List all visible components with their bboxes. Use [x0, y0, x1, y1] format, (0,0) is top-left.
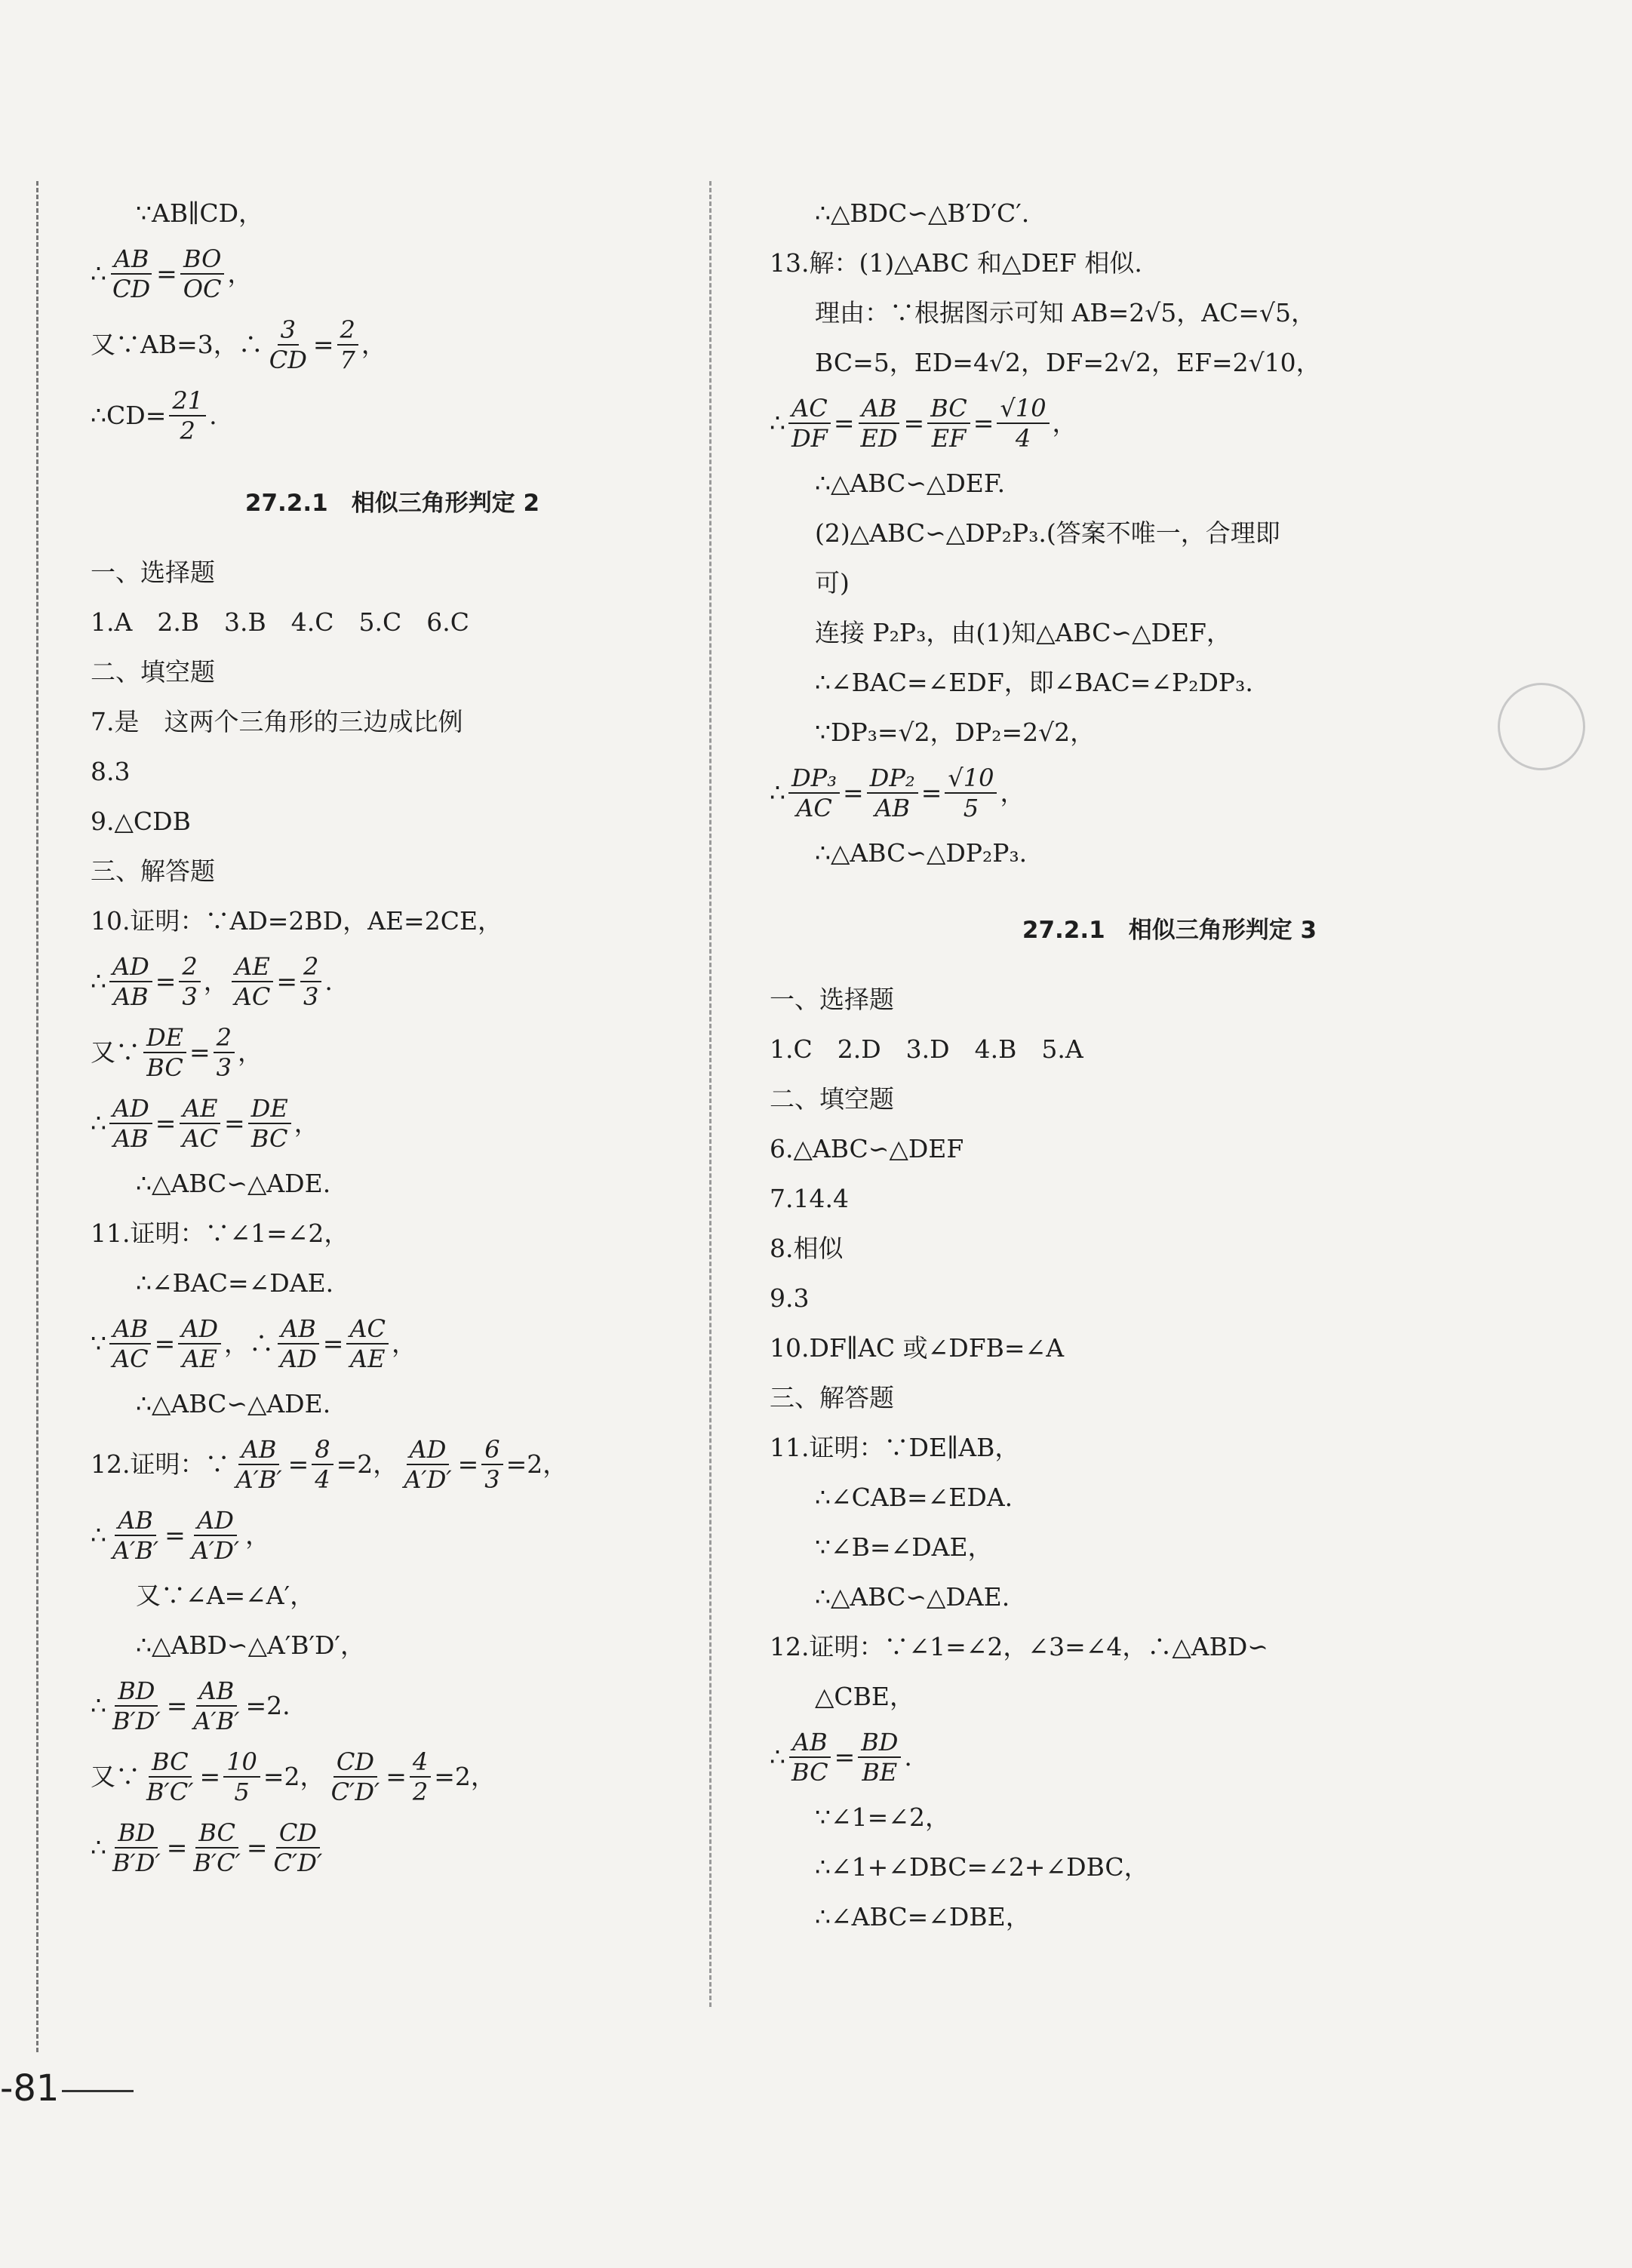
- text-line: [91, 1571, 694, 1621]
- text-run: 12.证明：∵∠1=∠2，∠3=∠4，∴△ABD∽: [770, 1632, 1268, 1661]
- text-run: =: [199, 1762, 221, 1791]
- text-run: =: [164, 1520, 186, 1550]
- fraction-denominator: 2: [412, 1778, 429, 1806]
- fraction-denominator: BE: [862, 1758, 898, 1787]
- fraction: [277, 1314, 320, 1373]
- text-run: ，: [1052, 408, 1077, 438]
- text-line: [770, 1473, 1569, 1523]
- fraction: [180, 244, 225, 303]
- text-run: =: [189, 1037, 211, 1067]
- text-run: 9.△CDB: [91, 807, 191, 836]
- text-run: =2，: [263, 1762, 325, 1791]
- fraction-numerator: DE: [143, 1023, 186, 1053]
- fraction-denominator: 3: [182, 982, 198, 1011]
- fraction-denominator: EF: [931, 424, 967, 453]
- text-run: =: [457, 1449, 479, 1479]
- fraction: [401, 1435, 454, 1494]
- fraction: [190, 1676, 242, 1735]
- text-run: 8.3: [91, 757, 131, 786]
- fraction: [410, 1747, 431, 1806]
- fraction-numerator: AD: [178, 1314, 221, 1345]
- fraction-numerator: AB: [111, 244, 152, 275]
- text-line: [91, 747, 694, 797]
- text-line: [91, 309, 694, 380]
- fraction: [927, 394, 970, 453]
- fraction-numerator: 21: [169, 386, 206, 416]
- text-run: 10.DF∥AC 或∠DFB=∠A: [770, 1333, 1065, 1363]
- text-run: 6.△ABC∽△DEF: [770, 1134, 964, 1163]
- text-run: =: [920, 778, 942, 807]
- text-run: 又∵: [91, 1762, 140, 1791]
- fraction-denominator: AB: [874, 794, 910, 822]
- fraction-denominator: C′D′: [330, 1778, 380, 1806]
- fraction-denominator: AE: [350, 1345, 386, 1373]
- fraction-denominator: BC: [250, 1124, 288, 1153]
- fraction-numerator: 10: [223, 1747, 260, 1778]
- text-line: [770, 558, 1569, 608]
- text-run: ∴: [91, 967, 106, 996]
- fraction-numerator: 2: [179, 952, 200, 982]
- text-run: ∴△BDC∽△B′D′C′.: [815, 198, 1030, 228]
- text-line: [91, 1159, 694, 1209]
- text-run: 7.14.4: [770, 1184, 849, 1213]
- fraction-numerator: AB: [238, 1435, 280, 1465]
- fraction: [143, 1747, 197, 1806]
- text-run: ∴∠1+∠DBC=∠2+∠DBC，: [815, 1852, 1149, 1882]
- text-line: [91, 647, 694, 697]
- text-run: ∴: [91, 259, 106, 288]
- text-run: ，: [227, 259, 253, 288]
- text-line: [770, 288, 1569, 338]
- text-run: ∴: [770, 408, 785, 438]
- fraction: [179, 952, 200, 1011]
- text-run: 1.A 2.B 3.B 4.C 5.C 6.C: [91, 607, 469, 637]
- text-run: 又∵AB=3，∴: [91, 330, 263, 359]
- fraction-denominator: AC: [182, 1124, 219, 1153]
- fraction-numerator: AB: [789, 1728, 831, 1758]
- fraction-denominator: AC: [112, 1345, 149, 1373]
- fraction-numerator: BD: [115, 1676, 158, 1707]
- text-run: =: [312, 330, 334, 359]
- text-line: [91, 946, 694, 1017]
- fraction-denominator: AB: [113, 982, 149, 1011]
- page-number-rule: [62, 2090, 134, 2092]
- fraction-denominator: AB: [113, 1124, 149, 1153]
- text-run: ∴△ABC∽△ADE.: [136, 1389, 331, 1418]
- text-run: 三、解答题: [770, 1383, 894, 1412]
- text-line: [770, 1025, 1569, 1074]
- text-run: 12.证明：∵: [91, 1449, 230, 1479]
- fraction: [214, 1023, 235, 1082]
- text-line: [770, 388, 1569, 459]
- text-run: =: [833, 408, 855, 438]
- fraction-denominator: B′D′: [112, 1849, 161, 1877]
- text-run: =: [166, 1833, 188, 1862]
- text-run: 三、解答题: [91, 856, 215, 886]
- text-line: [770, 459, 1569, 509]
- fraction-numerator: √10: [945, 764, 997, 794]
- text-run: ∴: [91, 1833, 106, 1862]
- fraction: [997, 394, 1049, 453]
- text-line: [770, 238, 1569, 288]
- fraction-denominator: 5: [234, 1778, 250, 1806]
- fraction-denominator: 7: [340, 346, 355, 374]
- text-run: =: [843, 778, 864, 807]
- fraction-numerator: DP₂: [867, 764, 918, 794]
- text-run: =: [166, 1691, 188, 1720]
- text-line: [91, 1017, 694, 1088]
- text-line: [770, 708, 1569, 758]
- text-run: 9.3: [770, 1283, 810, 1313]
- fraction-denominator: 5: [963, 794, 979, 822]
- column-divider: [709, 181, 712, 2007]
- fraction-denominator: A′B′: [235, 1465, 282, 1494]
- fraction: [109, 1818, 164, 1877]
- text-run: =: [322, 1329, 344, 1358]
- fraction-denominator: BC: [146, 1053, 183, 1082]
- fraction-denominator: BC: [791, 1758, 828, 1787]
- text-line: [91, 1670, 694, 1741]
- text-run: =: [156, 259, 177, 288]
- text-run: ∴: [91, 1108, 106, 1138]
- fraction-denominator: C′D′: [273, 1849, 323, 1877]
- fraction-numerator: AD: [109, 952, 152, 982]
- text-run: .: [209, 401, 217, 430]
- text-run: ∴∠BAC=∠DAE.: [136, 1268, 334, 1298]
- fraction: [266, 315, 310, 374]
- text-line: [91, 797, 694, 847]
- left-column: [91, 189, 694, 1883]
- text-run: 11.证明：∵DE∥AB，: [770, 1433, 1020, 1462]
- text-line: [770, 1423, 1569, 1473]
- fraction-denominator: A′B′: [112, 1536, 159, 1565]
- text-line: [770, 338, 1569, 388]
- text-run: 二、填空题: [91, 657, 215, 687]
- text-run: =: [155, 967, 177, 996]
- fraction: [346, 1314, 389, 1373]
- fraction-denominator: OC: [183, 275, 222, 303]
- fraction: [179, 1094, 221, 1153]
- text-run: ，: [361, 330, 386, 359]
- fraction: [858, 394, 901, 453]
- text-line: [91, 1379, 694, 1429]
- fraction-denominator: B′D′: [112, 1707, 161, 1735]
- text-run: ∴△ABC∽△DAE.: [815, 1582, 1010, 1612]
- text-line: [91, 896, 694, 946]
- text-line: [770, 1892, 1569, 1942]
- text-run: 连接 P₂P₃，由(1)知△ABC∽△DEF，: [815, 618, 1231, 647]
- fraction-numerator: 6: [481, 1435, 503, 1465]
- fraction-denominator: A′D′: [191, 1536, 240, 1565]
- text-run: ∴: [770, 1742, 785, 1772]
- text-line: [91, 1088, 694, 1159]
- fraction: [109, 1506, 161, 1565]
- text-line: [91, 238, 694, 309]
- fraction-numerator: 8: [312, 1435, 333, 1465]
- text-line: [91, 548, 694, 598]
- text-run: ，: [294, 1108, 319, 1138]
- text-run: 一、选择题: [770, 985, 894, 1014]
- text-run: =2，: [434, 1762, 496, 1791]
- page-edge-dashed: [36, 181, 38, 2052]
- fraction: [232, 1435, 284, 1494]
- page-number: -81: [0, 2067, 60, 2110]
- text-line: [770, 1174, 1569, 1224]
- fraction-numerator: AD: [109, 1094, 152, 1124]
- text-run: .: [324, 967, 333, 996]
- fraction-denominator: A′B′: [193, 1707, 240, 1735]
- fraction-numerator: CD: [276, 1818, 320, 1849]
- fraction-numerator: BD: [858, 1728, 901, 1758]
- fraction: [109, 1314, 152, 1373]
- section-heading: [770, 905, 1569, 955]
- text-run: ∴∠BAC=∠EDF，即∠BAC=∠P₂DP₃.: [815, 668, 1253, 697]
- fraction-numerator: 2: [214, 1023, 235, 1053]
- fraction: [189, 1506, 242, 1565]
- fraction: [788, 394, 831, 453]
- text-run: ∵AB∥CD，: [136, 198, 264, 228]
- text-run: ∵: [91, 1329, 106, 1358]
- text-run: ，: [245, 1520, 271, 1550]
- text-line: [770, 658, 1569, 708]
- text-run: 又∵: [91, 1037, 140, 1067]
- text-line: [91, 847, 694, 896]
- text-line: [91, 1812, 694, 1883]
- text-run: ∴△ABD∽△A′B′D′，: [136, 1630, 365, 1660]
- text-run: △CBE，: [815, 1682, 914, 1711]
- text-run: 10.证明：∵AD=2BD，AE=2CE，: [91, 906, 503, 936]
- fraction-denominator: AD: [280, 1345, 317, 1373]
- text-line: [91, 697, 694, 747]
- text-run: =: [287, 1449, 309, 1479]
- fraction: [232, 952, 274, 1011]
- right-column: [770, 189, 1569, 1942]
- fraction-numerator: AB: [859, 394, 900, 424]
- text-run: 27.2.1 相似三角形判定 3: [1022, 917, 1317, 944]
- fraction-denominator: 4: [315, 1465, 330, 1494]
- text-run: ，: [392, 1329, 417, 1358]
- fraction-denominator: AE: [182, 1345, 217, 1373]
- fraction-denominator: 2: [180, 416, 195, 445]
- fraction: [328, 1747, 383, 1806]
- text-run: =2.: [245, 1691, 290, 1720]
- section-heading: [91, 478, 694, 528]
- text-line: [91, 598, 694, 647]
- fraction-numerator: AB: [109, 1314, 151, 1345]
- fraction-numerator: BC: [927, 394, 970, 424]
- text-run: =: [973, 408, 994, 438]
- text-line: [91, 1429, 694, 1500]
- text-run: BC=5，ED=4√2，DF=2√2，EF=2√10，: [815, 348, 1321, 377]
- text-run: =2，: [336, 1449, 398, 1479]
- text-run: 13.解：(1)△ABC 和△DEF 相似.: [770, 248, 1142, 278]
- text-run: =: [154, 1329, 176, 1358]
- text-line: [770, 1523, 1569, 1572]
- text-line: [91, 1741, 694, 1812]
- text-line: [91, 189, 694, 238]
- fraction: [858, 1728, 901, 1787]
- text-run: ∴CD=: [91, 401, 167, 430]
- fraction: [190, 1818, 244, 1877]
- fraction: [337, 315, 358, 374]
- fraction-numerator: AE: [232, 952, 272, 982]
- text-run: ∴∠ABC=∠DBE，: [815, 1902, 1031, 1931]
- text-run: ，: [238, 1037, 263, 1067]
- fraction-numerator: 3: [278, 315, 299, 346]
- fraction: [481, 1435, 503, 1494]
- text-run: 7.是 这两个三角形的三边成比例: [91, 707, 463, 736]
- fraction: [788, 1728, 831, 1787]
- text-line: [770, 1672, 1569, 1722]
- text-run: 8.相似: [770, 1234, 844, 1263]
- fraction: [945, 764, 997, 822]
- fraction-denominator: AC: [796, 794, 832, 822]
- fraction-denominator: AC: [234, 982, 271, 1011]
- text-line: [770, 828, 1569, 878]
- text-run: 11.证明：∵∠1=∠2，: [91, 1219, 349, 1248]
- fraction-denominator: CD: [269, 346, 307, 374]
- fraction-numerator: DP₃: [788, 764, 840, 794]
- fraction-numerator: AD: [407, 1435, 450, 1465]
- fraction-numerator: AB: [115, 1506, 156, 1536]
- text-run: .: [904, 1742, 912, 1772]
- fraction-denominator: DF: [791, 424, 828, 453]
- fraction-numerator: 2: [337, 315, 358, 346]
- text-line: [770, 1793, 1569, 1842]
- fraction: [867, 764, 918, 822]
- fraction: [300, 952, 321, 1011]
- fraction-denominator: CD: [112, 275, 151, 303]
- fraction: [223, 1747, 260, 1806]
- fraction-numerator: √10: [997, 394, 1049, 424]
- fraction-numerator: AC: [788, 394, 831, 424]
- text-line: [770, 1572, 1569, 1622]
- fraction-denominator: ED: [860, 424, 898, 453]
- text-run: ∴: [91, 1691, 106, 1720]
- text-line: [91, 1308, 694, 1379]
- text-line: [91, 1209, 694, 1258]
- fraction: [178, 1314, 221, 1373]
- text-run: ∴△ABC∽△DP₂P₃.: [815, 838, 1028, 868]
- fraction: [271, 1818, 326, 1877]
- text-run: 可): [815, 568, 850, 598]
- text-run: ∴: [770, 778, 785, 807]
- fraction-numerator: BD: [115, 1818, 158, 1849]
- text-run: 1.C 2.D 3.D 4.B 5.A: [770, 1034, 1083, 1064]
- text-line: [770, 1074, 1569, 1124]
- text-line: [770, 1274, 1569, 1323]
- text-line: [770, 509, 1569, 558]
- text-run: 二、填空题: [770, 1084, 894, 1114]
- text-run: =: [834, 1742, 856, 1772]
- text-line: [770, 1323, 1569, 1373]
- text-line: [770, 1622, 1569, 1672]
- fraction: [143, 1023, 186, 1082]
- fraction-numerator: BC: [195, 1818, 238, 1849]
- fraction-numerator: CD: [333, 1747, 377, 1778]
- text-run: =2，: [506, 1449, 568, 1479]
- fraction: [109, 1094, 152, 1153]
- fraction-numerator: 4: [410, 1747, 431, 1778]
- text-run: =: [903, 408, 925, 438]
- text-run: =: [224, 1108, 245, 1138]
- fraction: [169, 386, 206, 445]
- text-line: [770, 975, 1569, 1025]
- fraction: [312, 1435, 333, 1494]
- text-run: ∴∠CAB=∠EDA.: [815, 1483, 1013, 1512]
- fraction-numerator: AC: [346, 1314, 389, 1345]
- text-run: 27.2.1 相似三角形判定 2: [244, 490, 540, 517]
- text-run: ∴: [91, 1520, 106, 1550]
- fraction-denominator: 3: [303, 982, 319, 1011]
- fraction-denominator: B′C′: [193, 1849, 241, 1877]
- text-run: =: [386, 1762, 407, 1791]
- text-line: [770, 189, 1569, 238]
- text-run: ，: [1000, 778, 1025, 807]
- fraction-numerator: 2: [300, 952, 321, 982]
- text-run: =: [276, 967, 298, 996]
- text-line: [770, 1124, 1569, 1174]
- fraction-denominator: 4: [1015, 424, 1031, 453]
- fraction-numerator: BO: [180, 244, 224, 275]
- fraction: [788, 764, 840, 822]
- fraction-denominator: B′C′: [146, 1778, 194, 1806]
- text-line: [91, 1258, 694, 1308]
- text-line: [770, 1722, 1569, 1793]
- text-line: [91, 1500, 694, 1571]
- text-run: (2)△ABC∽△DP₂P₃.(答案不唯一，合理即: [815, 518, 1280, 548]
- text-run: ∴△ABC∽△DEF.: [815, 469, 1006, 498]
- text-line: [770, 1842, 1569, 1892]
- fraction: [109, 244, 153, 303]
- fraction: [109, 1676, 164, 1735]
- fraction-denominator: 3: [216, 1053, 232, 1082]
- text-run: ∴△ABC∽△ADE.: [136, 1169, 331, 1198]
- text-run: 又∵∠A=∠A′，: [136, 1581, 315, 1610]
- fraction-numerator: DE: [248, 1094, 291, 1124]
- text-run: ，∴: [224, 1329, 275, 1358]
- text-run: =: [246, 1833, 268, 1862]
- text-run: 一、选择题: [91, 558, 215, 587]
- fraction: [109, 952, 152, 1011]
- fraction-denominator: 3: [484, 1465, 500, 1494]
- fraction-numerator: AB: [278, 1314, 319, 1345]
- fraction-denominator: A′D′: [404, 1465, 452, 1494]
- fraction-numerator: AB: [196, 1676, 238, 1707]
- fraction-numerator: BC: [149, 1747, 192, 1778]
- text-run: ∵DP₃=√2，DP₂=2√2，: [815, 718, 1096, 747]
- fraction-numerator: AE: [180, 1094, 220, 1124]
- text-run: ∵∠B=∠DAE，: [815, 1532, 993, 1562]
- text-run: 理由：∵根据图示可知 AB=2√5，AC=√5，: [815, 298, 1316, 327]
- text-run: ，: [203, 967, 229, 996]
- text-line: [770, 608, 1569, 658]
- fraction-numerator: AD: [194, 1506, 237, 1536]
- text-run: ∵∠1=∠2，: [815, 1802, 950, 1832]
- text-line: [91, 1621, 694, 1670]
- text-line: [770, 1373, 1569, 1423]
- fraction: [248, 1094, 291, 1153]
- text-line: [91, 380, 694, 451]
- text-line: [770, 1224, 1569, 1274]
- text-run: =: [155, 1108, 177, 1138]
- text-line: [770, 758, 1569, 828]
